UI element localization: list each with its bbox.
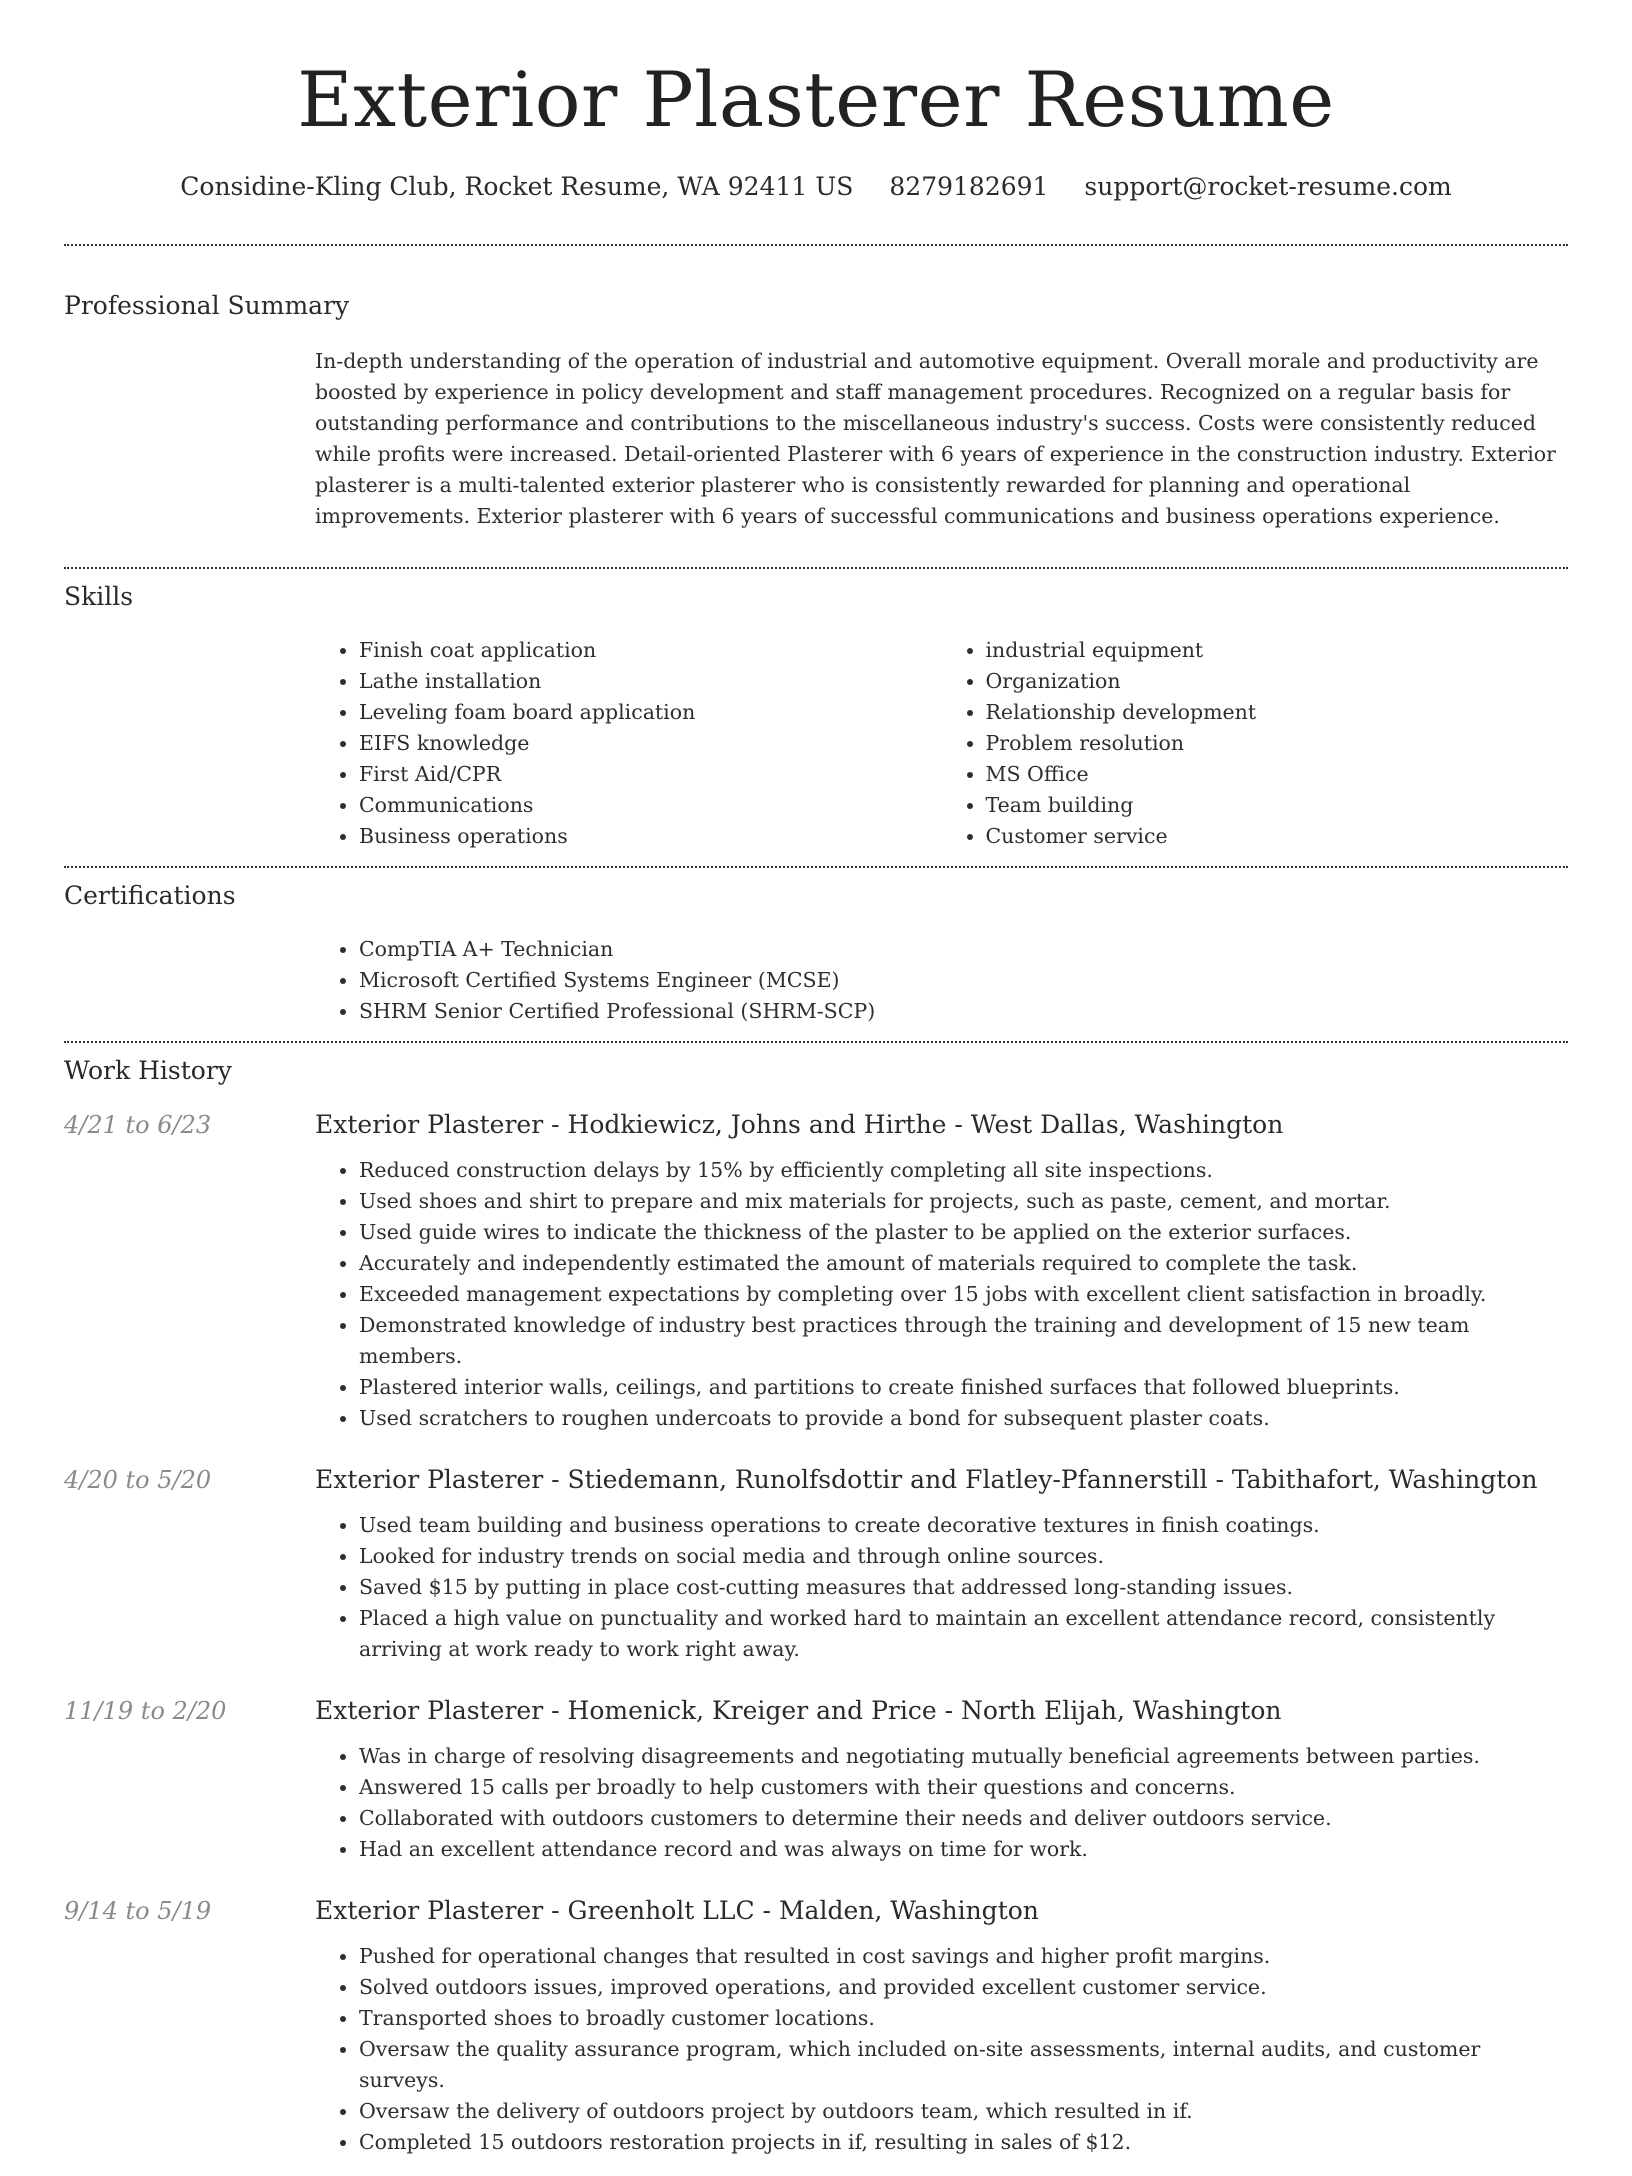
job-bullet: • Used shoes and shirt to prepare and mix materials for projects, such as paste, cement, and mortar. xyxy=(359,1186,1568,1217)
job-title: Exterior Plasterer - Stiedemann, Runolfsdottir and Flatley-Pfannerstill - Tabithafort, Washington xyxy=(315,1464,1538,1494)
job-bullet: • Was in charge of resolving disagreements and negotiating mutually beneficial agreements between parties. xyxy=(359,1741,1568,1772)
job-date: 11/19 to 2/20 xyxy=(64,1696,227,1725)
skill-item: • Lathe installation xyxy=(359,666,942,697)
job-bullet: • Reduced construction delays by 15% by efficiently completing all site inspections. xyxy=(359,1155,1568,1186)
certification-item: • SHRM Senior Certified Professional (SHRM-SCP) xyxy=(359,996,1568,1027)
skill-item: • Organization xyxy=(986,666,1569,697)
job-title: Exterior Plasterer - Hodkiewicz, Johns and Hirthe - West Dallas, Washington xyxy=(315,1109,1284,1139)
contact-email: support@rocket-resume.com xyxy=(1084,172,1452,201)
skills-list-right xyxy=(942,635,1569,852)
skill-item: • Team building xyxy=(986,790,1569,821)
contact-line xyxy=(64,170,1568,204)
job-date: 4/20 to 5/20 xyxy=(64,1465,212,1494)
job-bullet: • Collaborated with outdoors customers to determine their needs and deliver outdoors service. xyxy=(359,1803,1568,1834)
job-bullet: • Had an excellent attendance record and was always on time for work. xyxy=(359,1834,1568,1865)
certifications-section xyxy=(64,868,1568,1041)
certification-item: • Microsoft Certified Systems Engineer (MCSE) xyxy=(359,965,1568,996)
job-bullets xyxy=(315,1741,1568,1883)
job-entry xyxy=(64,1895,1568,2176)
skill-item: • Relationship development xyxy=(986,697,1569,728)
job-body xyxy=(315,1464,1568,1683)
job-bullets xyxy=(315,1510,1568,1683)
job-bullet: • Demonstrated knowledge of industry best practices through the training and development of 15 new team members. xyxy=(359,1310,1568,1372)
resume-header xyxy=(64,0,1568,204)
skill-item: • First Aid/CPR xyxy=(359,759,942,790)
job-bullets xyxy=(315,1941,1568,2176)
job-bullets xyxy=(315,1155,1568,1452)
resume-title: Exterior Plasterer Resume xyxy=(297,55,1335,144)
skill-item: • industrial equipment xyxy=(986,635,1569,666)
summary-section xyxy=(64,246,1568,546)
skill-item: • MS Office xyxy=(986,759,1569,790)
job-bullet: • Answered 15 calls per broadly to help customers with their questions and concerns. xyxy=(359,1772,1568,1803)
job-title: Exterior Plasterer - Greenholt LLC - Malden, Washington xyxy=(315,1895,1039,1925)
job-bullet: • Plastered interior walls, ceilings, and partitions to create finished surfaces that followed blueprints. xyxy=(359,1372,1568,1403)
job-date: 9/14 to 5/19 xyxy=(64,1896,212,1925)
job-bullet: • Pushed for operational changes that resulted in cost savings and higher profit margins. xyxy=(359,1941,1568,1972)
job-entry xyxy=(64,1109,1568,1452)
job-date: 4/21 to 6/23 xyxy=(64,1110,212,1139)
job-bullet: • Used team building and business operations to create decorative textures in finish coatings. xyxy=(359,1510,1568,1541)
job-entry xyxy=(64,1464,1568,1683)
certifications-list-wrap xyxy=(315,934,1568,1041)
skill-item: • Leveling foam board application xyxy=(359,697,942,728)
summary-text: In-depth understanding of the operation of industrial and automotive equipment. Overall morale and productivity are boosted by experience in policy development and staff management procedures. Recognized on a regular basis for outstanding performance and contributions to the miscellaneous industry's success. Costs were consistently reduced while profits were increased. Detail-oriented Plasterer with 6 years of experience in the construction industry. Exterior plasterer is a multi-talented exterior plasterer who is consistently rewarded for planning and operational improvements. Exterior plasterer with 6 years of successful communications and business operations experience. xyxy=(315,349,1556,528)
skill-item: • Customer service xyxy=(986,821,1569,852)
job-bullet: • Oversaw the delivery of outdoors project by outdoors team, which resulted in if. xyxy=(359,2096,1568,2127)
skill-item: • EIFS knowledge xyxy=(359,728,942,759)
job-bullet: • Transported shoes to broadly customer locations. xyxy=(359,2003,1568,2034)
job-bullet: • Completed 15 outdoors restoration projects in if, resulting in sales of $12. xyxy=(359,2127,1568,2158)
skills-heading: Skills xyxy=(64,581,134,611)
skill-item: • Finish coat application xyxy=(359,635,942,666)
job-bullet: • Saved $15 by putting in place cost-cutting measures that addressed long-standing issues. xyxy=(359,1572,1568,1603)
contact-phone: 8279182691 xyxy=(889,172,1049,201)
contact-address: Considine-Kling Club, Rocket Resume, WA 92411 US xyxy=(180,172,854,201)
job-bullet: • Exceeded management expectations by completing over 15 jobs with excellent client satisfaction in broadly. xyxy=(359,1279,1568,1310)
job-bullet: • Used guide wires to indicate the thickness of the plaster to be applied on the exterior surfaces. xyxy=(359,1217,1568,1248)
job-body xyxy=(315,1109,1568,1452)
job-bullet: • Accurately and independently estimated the amount of materials required to complete the task. xyxy=(359,1248,1568,1279)
certifications-list xyxy=(315,934,1568,1027)
skills-list-left xyxy=(315,635,942,852)
summary-heading: Professional Summary xyxy=(64,291,350,320)
certifications-heading: Certifications xyxy=(64,880,236,910)
job-title: Exterior Plasterer - Homenick, Kreiger and Price - North Elijah, Washington xyxy=(315,1695,1282,1725)
work-history-heading: Work History xyxy=(64,1055,232,1085)
certification-item: • CompTIA A+ Technician xyxy=(359,934,1568,965)
job-bullet: • Used scratchers to roughen undercoats to provide a bond for subsequent plaster coats. xyxy=(359,1403,1568,1434)
job-body xyxy=(315,1695,1568,1883)
job-bullet: • Looked for industry trends on social media and through online sources. xyxy=(359,1541,1568,1572)
skill-item: • Problem resolution xyxy=(986,728,1569,759)
job-body xyxy=(315,1895,1568,2176)
job-bullet: • Solved outdoors issues, improved operations, and provided excellent customer service. xyxy=(359,1972,1568,2003)
job-bullet: • Placed a high value on punctuality and worked hard to maintain an excellent attendance record, consistently arriving at work ready to work right away. xyxy=(359,1603,1568,1665)
skill-item: • Business operations xyxy=(359,821,942,852)
job-entry xyxy=(64,1695,1568,1883)
skills-columns xyxy=(315,635,1568,866)
job-bullet: • Oversaw the quality assurance program, which included on-site assessments, internal audits, and customer surveys. xyxy=(359,2034,1568,2096)
work-history-section xyxy=(64,1043,1568,2176)
skill-item: • Communications xyxy=(359,790,942,821)
skills-section xyxy=(64,569,1568,866)
